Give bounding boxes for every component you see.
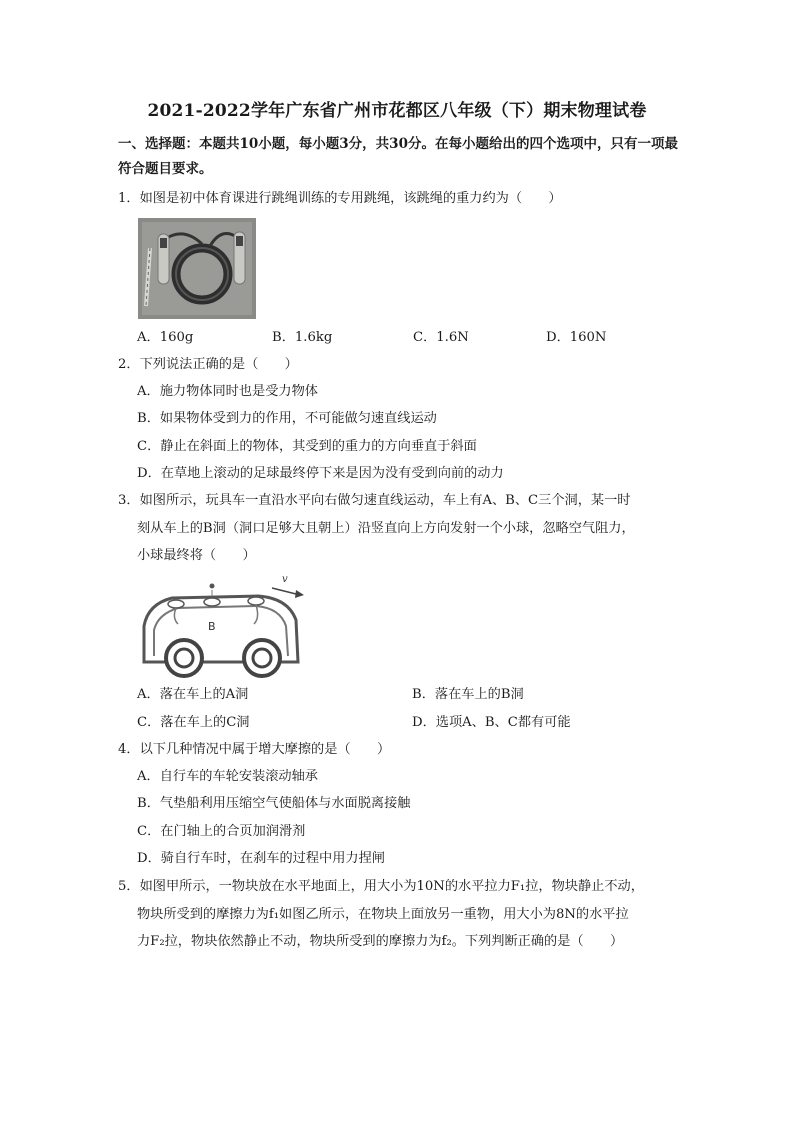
- q1-option-b: B．1.6kg: [272, 330, 333, 345]
- q2-option-d: D．在草地上滚动的足球最终停下来是因为没有受到向前的动力: [137, 466, 504, 481]
- question-5-stem-line-1: 5．如图甲所示，一物块放在水平地面上，用大小为10N的水平拉力F₁拉，物块静止不动，: [118, 879, 644, 894]
- question-4-stem: 4．以下几种情况中属于增大摩擦的是（ ）: [118, 742, 391, 757]
- q3-option-d: D．选项A、B、C都有可能: [412, 715, 571, 730]
- q3-option-b: B．落在车上的B洞: [412, 687, 524, 702]
- q1-option-c: C．1.6N: [413, 330, 469, 345]
- jump-rope-icon: [138, 218, 256, 319]
- exam-title: 2021-2022学年广东省广州市花都区八年级（下）期末物理试卷: [147, 101, 647, 121]
- q4-option-d: D．骑自行车时，在刹车的过程中用力捏闸: [137, 851, 385, 866]
- question-3-stem-line-2: 刻从车上的B洞（洞口足够大且朝上）沿竖直向上方向发射一个小球，忽略空气阻力，: [137, 521, 635, 536]
- q1-option-d: D．160N: [546, 330, 607, 345]
- toy-car-icon: [138, 574, 308, 678]
- q4-option-b: B．气垫船利用压缩空气使船体与水面脱离接触: [137, 796, 411, 811]
- toy-car-diagram: [138, 574, 308, 678]
- q3-option-a: A．落在车上的A洞: [137, 687, 249, 702]
- question-5-stem-line-2: 物块所受到的摩擦力为f₁如图乙所示，在物块上面放另一重物，用大小为8N的水平拉: [137, 907, 629, 922]
- q1-option-a: A．160g: [137, 330, 194, 345]
- question-2-stem: 2．下列说法正确的是（ ）: [118, 357, 298, 372]
- question-3-stem-line-3: 小球最终将（ ）: [137, 548, 256, 563]
- question-3-stem-line-1: 3．如图所示，玩具车一直沿水平向右做匀速直线运动，车上有A、B、C三个洞，某一时: [118, 493, 631, 508]
- q3-option-c: C．落在车上的C洞: [137, 715, 250, 730]
- q4-option-c: C．在门轴上的合页加润滑剂: [137, 824, 306, 839]
- hole-b-label: B: [208, 620, 216, 633]
- q2-option-c: C．静止在斜面上的物体，其受到的重力的方向垂直于斜面: [137, 439, 477, 454]
- section-heading: 一、选择题：本题共10小题，每小题3分，共30分。在每小题给出的四个选项中，只有一项最符合题目要求。: [118, 136, 678, 177]
- q2-option-b: B．如果物体受到力的作用，不可能做匀速直线运动: [137, 411, 437, 426]
- question-1-stem: 1．如图是初中体育课进行跳绳训练的专用跳绳，该跳绳的重力约为（ ）: [118, 191, 562, 206]
- velocity-label: v: [282, 574, 288, 585]
- question-5-stem-line-3: 力F₂拉，物块依然静止不动，物块所受到的摩擦力为f₂。下列判断正确的是（ ）: [137, 934, 624, 949]
- jump-rope-photo: [138, 218, 256, 319]
- q4-option-a: A．自行车的车轮安装滚动轴承: [137, 769, 318, 784]
- q2-option-a: A．施力物体同时也是受力物体: [137, 384, 318, 399]
